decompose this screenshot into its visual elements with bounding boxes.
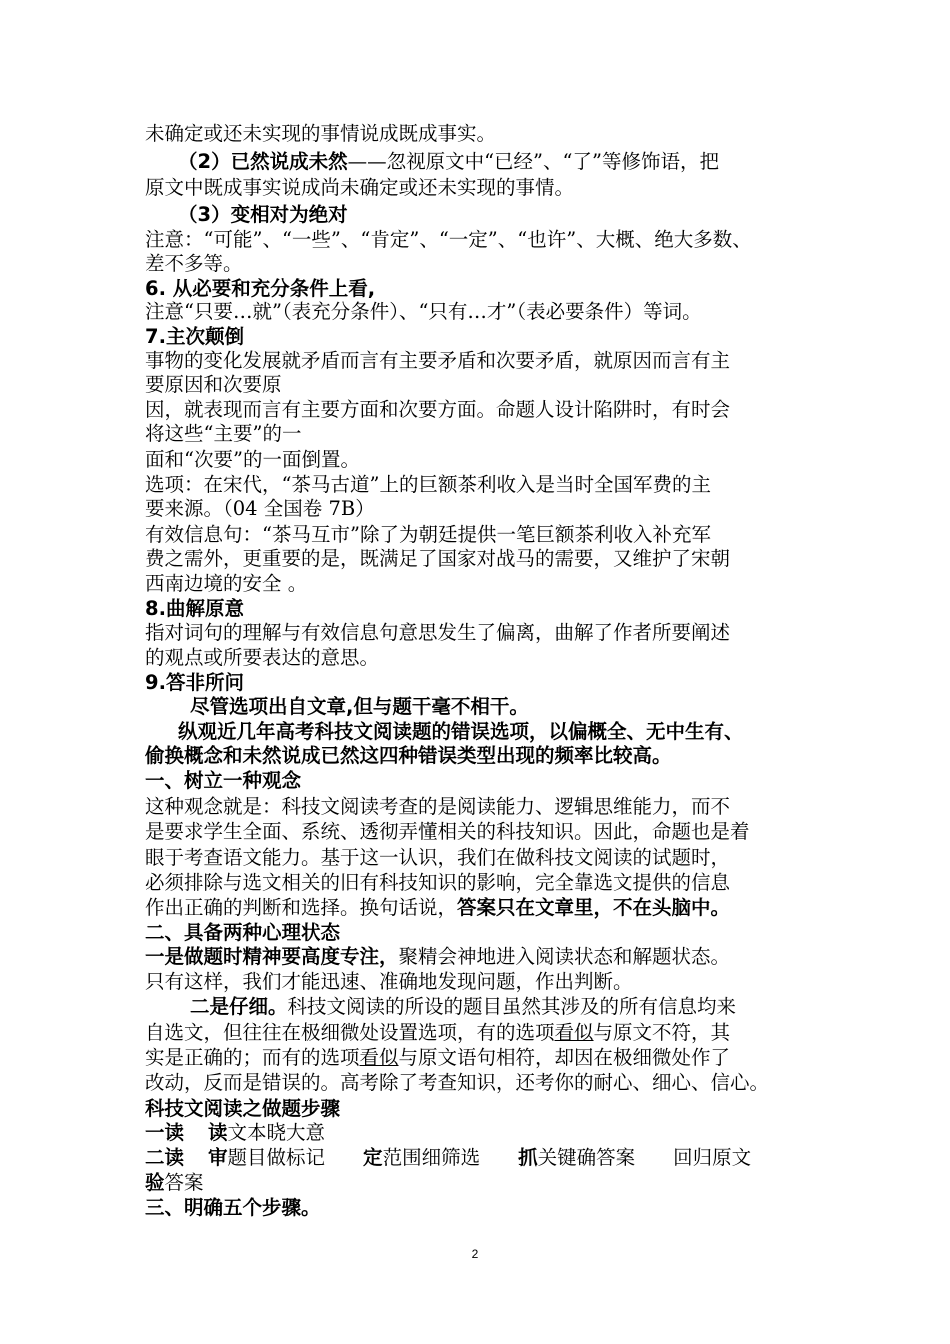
bold-inline: 一读 [145,1121,185,1144]
bold-inline: 读 [208,1121,228,1144]
section-heading: 9.答非所问 [145,671,244,694]
text-line [145,896,825,920]
bold-inline: 二是仔细。 [190,995,288,1018]
text-span: 自选文，但往往在极细微处设置选项，有的选项 [145,1021,555,1044]
text-line: 注意：“可能”、“一些”、“肯定”、“一定”、“也许”、大概、绝大多数、 [145,228,752,251]
text-line [145,1171,825,1195]
text-line [145,945,825,969]
bold-line: 偷换概念和未然说成已然这四种错误类型出现的频率比较高。 [145,744,672,767]
text-line: 未确定或还未实现的事情说成既成事实。 [145,122,497,145]
text-line: 差不多等。 [145,252,243,275]
text-line [190,995,870,1019]
section-heading: 二、具备两种心理状态 [145,921,341,944]
text-line: 将这些“主要”的一 [145,422,302,445]
text-line: 西南边境的安全 。 [145,572,308,595]
section-heading: 7.主次颠倒 [145,325,244,348]
text-line: 的观点或所要表达的意思。 [145,646,380,669]
text-line: 注意“只要…就”（表充分条件）、“只有…才”（表必要条件）等词。 [145,300,702,323]
section-heading: 8.曲解原意 [145,597,244,620]
text-line [145,1046,825,1070]
subheading: （3）变相对为绝对 [178,203,348,226]
bold-inline: 二读 [145,1146,185,1169]
text-span: 作出正确的判断和选择。换句话说， [145,896,458,919]
text-line: 只有这样，我们才能迅速、准确地发现问题，作出判断。 [145,970,633,993]
section-heading: 6. 从必要和充分条件上看, [145,277,376,300]
section-heading: 一、树立一种观念 [145,769,302,792]
text-line: 选项：在宋代，“茶马古道”上的巨额茶利收入是当时全国军费的主 [145,473,711,496]
text-span: 与原文不符，其 [593,1021,731,1044]
section-heading: 科技文阅读之做题步骤 [145,1097,341,1120]
text-span: 与原文语句相符，却因在极细微处作了 [398,1046,731,1069]
text-line: 要原因和次要原 [145,373,282,396]
text-line [145,1146,825,1170]
page-number: 2 [471,1247,479,1261]
text-span: 科技文阅读的所设的题目虽然其涉及的所有信息均来 [287,995,737,1018]
text-line: 费之需外，更重要的是，既满足了国家对战马的需要，又维护了宋朝 [145,547,731,570]
bold-inline: 答案只在文章里，不在头脑中。 [457,896,731,919]
text-line: 改动，反而是错误的。高考除了考查知识，还考你的耐心、细心、信心。 [145,1071,770,1094]
text-span: 聚精会神地进入阅读状态和解题状态。 [398,945,731,968]
underlined-inline: 看似 [359,1046,399,1069]
underlined-inline: 看似 [554,1021,594,1044]
text-span: 题目做标记 [227,1146,326,1169]
text-span: 答案 [164,1171,204,1194]
bold-line: 纵观近几年高考科技文阅读题的错误选项，以偏概全、无中生有、 [178,720,744,743]
text-line: 指对词句的理解与有效信息句意思发生了偏离，曲解了作者所要阐述 [145,621,731,644]
text-span: 关键确答案 [537,1146,636,1169]
text-line: 要来源。（04 全国卷 7B） [145,497,375,520]
text-span: 范围细筛选 [382,1146,481,1169]
text-line: 事物的变化发展就矛盾而言有主要矛盾和次要矛盾，就原因而言有主 [145,349,731,372]
bold-inline: 审 [208,1146,228,1169]
text-line [178,150,858,174]
section-heading: 三、明确五个步骤。 [145,1196,321,1219]
text-line [145,1121,825,1145]
text-line: 是要求学生全面、系统、透彻弄懂相关的科技知识。因此，命题也是着 [145,820,750,843]
text-span: 文本晓大意 [227,1121,326,1144]
text-line: 眼于考查语文能力。基于这一认识，我们在做科技文阅读的试题时， [145,846,731,869]
text-span: 回归原文 [673,1146,752,1169]
text-line: 这种观念就是：科技文阅读考查的是阅读能力、逻辑思维能力，而不 [145,795,731,818]
text-line: 必须排除与选文相关的旧有科技知识的影响，完全靠选文提供的信息 [145,871,731,894]
bold-inline: 定 [363,1146,383,1169]
text-line: 原文中既成事实说成尚未确定或还未实现的事情。 [145,176,575,199]
text-line: 面和“次要”的一面倒置。 [145,448,360,471]
text-span: 实是正确的；而有的选项 [145,1046,360,1069]
bold-line: 尽管选项出自文章,但与题干毫不相干。 [190,695,529,718]
text-span: ——忽视原文中“已经”、“了”等修饰语，把 [347,150,719,173]
text-line: 有效信息句：“茶马互市”除了为朝廷提供一笔巨额茶利收入补充军 [145,523,711,546]
bold-inline: 验 [145,1171,165,1194]
text-line: 因，就表现而言有主要方面和次要方面。命题人设计陷阱时，有时会 [145,398,731,421]
heading-inline: （2）已然说成未然 [178,150,348,173]
bold-inline: 抓 [518,1146,538,1169]
bold-inline: 一是做题时精神要高度专注， [145,945,399,968]
text-line [145,1021,825,1045]
